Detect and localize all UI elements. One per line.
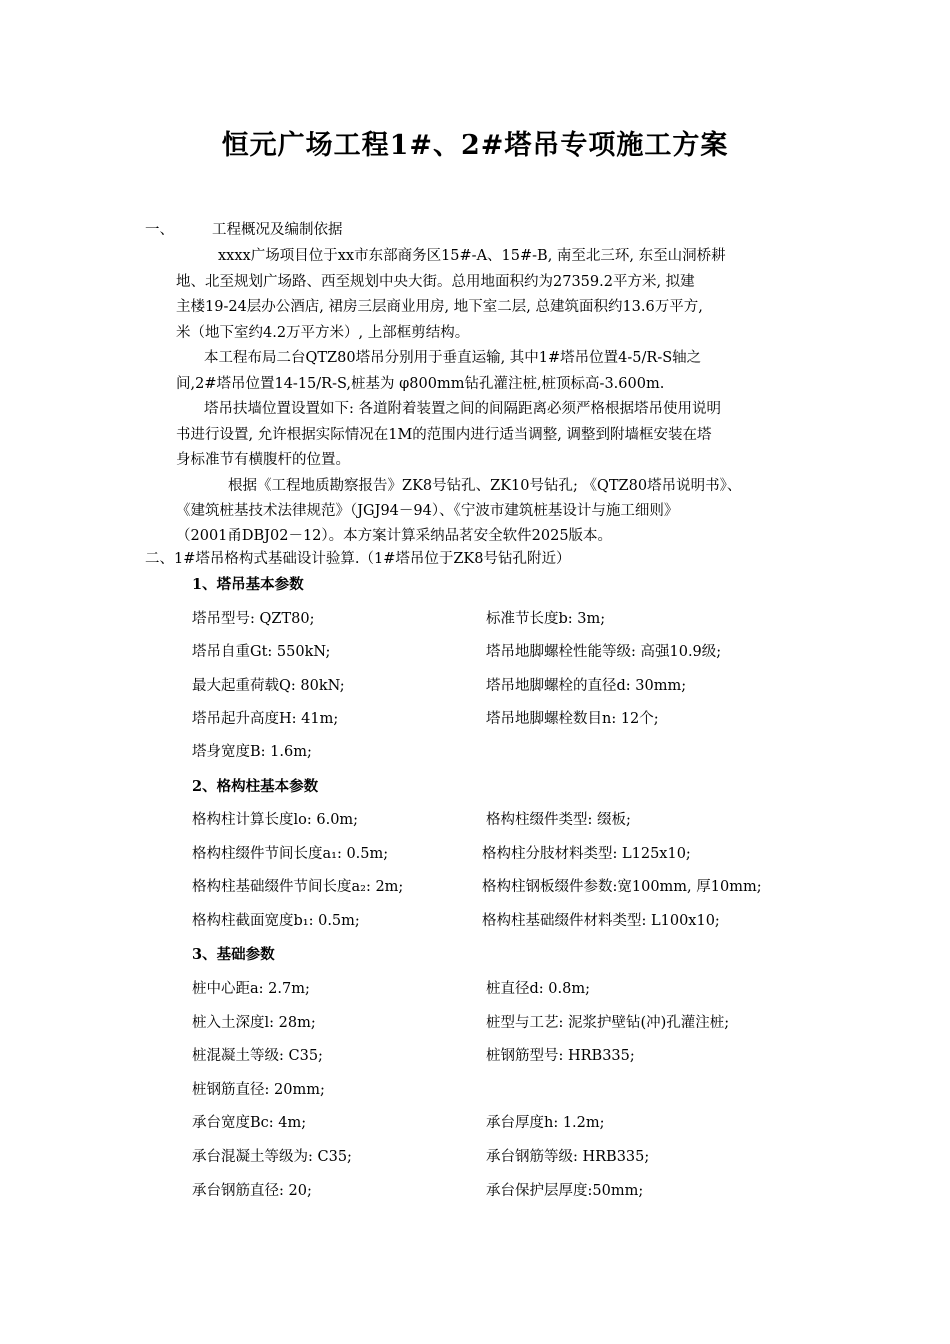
- para2-line1: 本工程布局二台QTZ80塔吊分别用于垂直运输, 其中1#塔吊位置4-5/R-S轴之: [204, 350, 702, 366]
- section1-heading: 工程概况及编制依据: [212, 222, 343, 238]
- param-right: 塔吊地脚螺栓的直径d: 30mm;: [486, 678, 687, 694]
- sub1-heading: 1、塔吊基本参数: [192, 576, 304, 593]
- param-right: 格构柱缀件类型: 缀板;: [486, 812, 631, 828]
- param-left: 最大起重荷载Q: 80kN;: [192, 678, 345, 694]
- param-right: 承台厚度h: 1.2m;: [486, 1115, 605, 1131]
- para3-line1: 塔吊扶墙位置设置如下: 各道附着装置之间的间隔距离必须严格根据塔吊使用说明: [204, 401, 721, 417]
- param-left: 承台混凝土等级为: C35;: [192, 1149, 352, 1165]
- para3-line3: 身标准节有横腹杆的位置。: [176, 452, 350, 468]
- param-right: 格构柱分肢材料类型: L125x10;: [482, 846, 691, 862]
- param-left: 塔吊自重Gt: 550kN;: [192, 644, 331, 660]
- para1-line3: 主楼19-24层办公酒店, 裙房三层商业用房, 地下室二层, 总建筑面积约13.6万平方,: [176, 299, 703, 315]
- sub2-heading: 2、格构柱基本参数: [192, 778, 319, 795]
- param-right: 承台保护层厚度:50mm;: [486, 1183, 644, 1199]
- param-left: 承台钢筋直径: 20;: [192, 1183, 312, 1199]
- para3-line2: 书进行设置, 允许根据实际情况在1M的范围内进行适当调整, 调整到附墙框安装在塔: [176, 427, 712, 443]
- para4-line3: （2001甬DBJ02－12）。本方案计算采纳品茗安全软件2025版本。: [176, 528, 613, 544]
- param-right: 桩直径d: 0.8m;: [486, 981, 590, 997]
- param-right: 承台钢筋等级: HRB335;: [486, 1149, 650, 1165]
- param-right: 格构柱基础缀件材料类型: L100x10;: [482, 913, 720, 929]
- section2-heading: 二、1#塔吊格构式基础设计验算.（1#塔吊位于ZK8号钻孔附近）: [145, 551, 571, 567]
- param-left: 桩钢筋直径: 20mm;: [192, 1082, 325, 1098]
- para4-line2: 《建筑桩基技术法律规范》（JGJ94－94）、《宁波市建筑桩基设计与施工细则》: [176, 503, 679, 519]
- param-left: 桩中心距a: 2.7m;: [192, 981, 310, 997]
- para2-line2: 间,2#塔吊位置14-15/R-S,桩基为 φ800mm钻孔灌注桩,桩顶标高-3.600m.: [176, 376, 665, 392]
- para4-line1: 根据《工程地质勘察报告》ZK8号钻孔、ZK10号钻孔; 《QTZ80塔吊说明书》、: [228, 478, 742, 494]
- param-right: 格构柱钢板缀件参数:宽100mm, 厚10mm;: [482, 879, 762, 895]
- param-right: 塔吊地脚螺栓性能等级: 高强10.9级;: [486, 644, 722, 660]
- param-left: 桩混凝土等级: C35;: [192, 1048, 323, 1064]
- sub3-heading: 3、基础参数: [192, 946, 275, 963]
- para1-line4: 米（地下室约4.2万平方米）, 上部框剪结构。: [176, 325, 470, 341]
- section1-number: 一、: [145, 222, 174, 238]
- document-title: 恒元广场工程1#、2#塔吊专项施工方案: [221, 130, 729, 161]
- para1-line2: 地、北至规划广场路、西至规划中央大街。总用地面积约为27359.2平方米, 拟建: [176, 274, 695, 290]
- param-left: 塔身宽度B: 1.6m;: [192, 744, 312, 760]
- param-left: 塔吊型号: QZT80;: [192, 611, 315, 627]
- param-left: 格构柱截面宽度b₁: 0.5m;: [192, 913, 360, 929]
- param-right: 桩钢筋型号: HRB335;: [486, 1048, 635, 1064]
- param-right: 塔吊地脚螺栓数目n: 12个;: [486, 711, 659, 727]
- param-left: 承台宽度Bc: 4m;: [192, 1115, 307, 1131]
- param-right: 桩型与工艺: 泥浆护壁钻(冲)孔灌注桩;: [486, 1015, 730, 1031]
- param-left: 桩入土深度l: 28m;: [192, 1015, 316, 1031]
- param-left: 格构柱计算长度lo: 6.0m;: [192, 812, 359, 828]
- param-left: 格构柱缀件节间长度a₁: 0.5m;: [192, 846, 389, 862]
- param-right: 标准节长度b: 3m;: [486, 611, 606, 627]
- para1-line1: xxxx广场项目位于xx市东部商务区15#-A、15#-B, 南至北三环, 东至山洞桥耕: [218, 248, 726, 264]
- param-left: 塔吊起升高度H: 41m;: [192, 711, 339, 727]
- param-left: 格构柱基础缀件节间长度a₂: 2m;: [192, 879, 404, 895]
